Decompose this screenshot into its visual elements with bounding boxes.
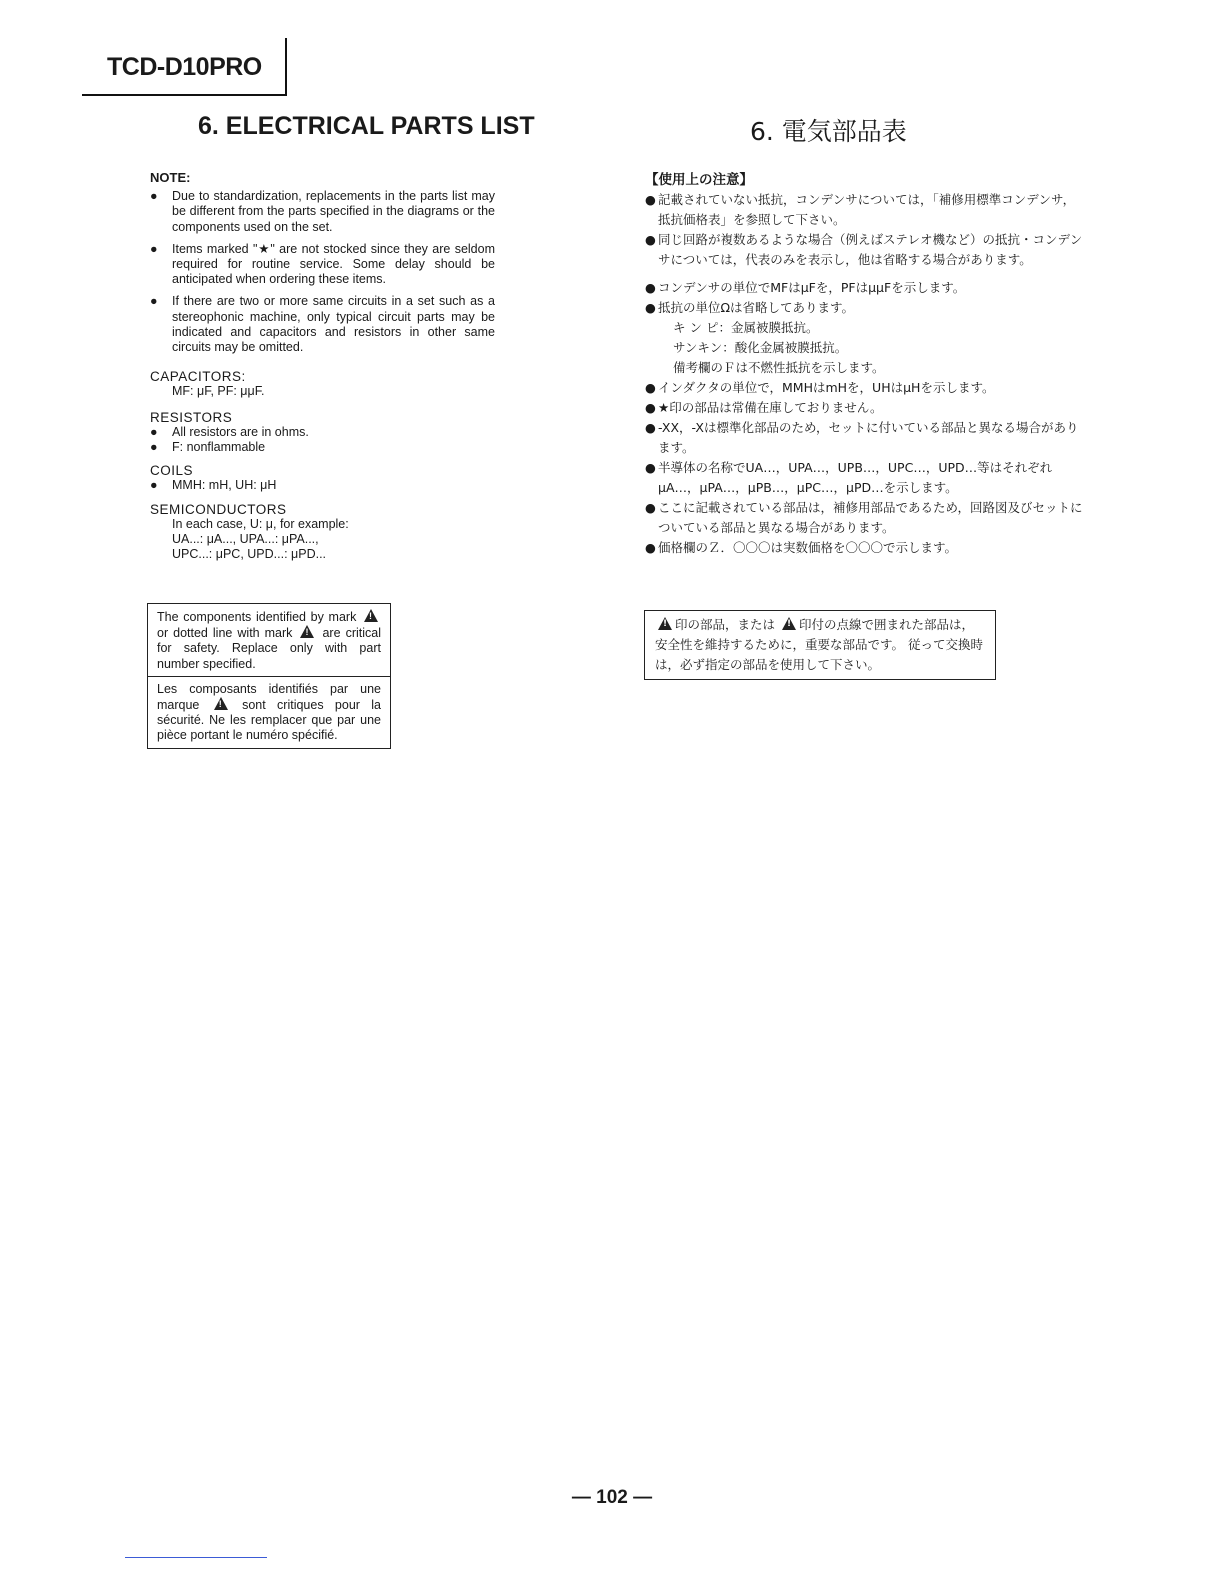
jp-item: ● インダクタの単位で，MMHはmHを，UHはμHを示します。 xyxy=(645,378,1085,398)
note-list xyxy=(150,189,495,355)
title-english: 6. ELECTRICAL PARTS LIST xyxy=(198,112,535,140)
note-item: ● Due to standardization, replacements in the parts list may be different from the parts specified in the diagrams or the components used on the set. xyxy=(150,189,495,234)
jp-item: ● 半導体の名称でUA…，UPA…，UPB…，UPC…，UPD…等はそれぞれμA…，μPA…，μPB…，μPC…，μPD…を示します。 xyxy=(645,460,1053,495)
model-rule-vertical xyxy=(285,38,287,96)
warning-triangle-icon xyxy=(300,625,314,638)
bullet-icon: ● xyxy=(645,300,656,315)
jp-item: ● ここに記載されている部品は，補修用部品であるため，回路図及びセットについている部品と異なる場合があります。 xyxy=(645,500,1083,535)
warning-triangle-icon xyxy=(214,697,228,710)
bullet-icon: ● xyxy=(645,420,656,435)
capacitors-heading: CAPACITORS: xyxy=(150,369,246,385)
semiconductors-line: UA...: μA..., UPA...: μPA..., xyxy=(172,532,319,547)
semiconductors-heading: SEMICONDUCTORS xyxy=(150,501,287,517)
safety-box-french-part: Les composants identifiés par une marque ! sont critiques pour la sécurité. Ne les remplacer que par une pièce portant le numéro spécifié. xyxy=(148,676,390,748)
coils-item: ● MMH: mH, UH: μH xyxy=(150,478,277,493)
warning-triangle-icon xyxy=(364,609,378,622)
note-item: ● Items marked "★" are not stocked since they are seldom required for routine service. Some delay should be anticipated when ordering these items. xyxy=(150,241,495,287)
coils-heading: COILS xyxy=(150,463,194,479)
jp-item: ● 抵抗の単位Ωは省略してあります。 xyxy=(645,298,1085,318)
semiconductors-line: In each case, U: μ, for example: xyxy=(172,516,349,531)
jp-item: ● 記載されていない抵抗，コンデンサについては，「補修用標準コンデンサ，抵抗価格表」を参照して下さい。 xyxy=(645,192,1076,227)
note-item: ● If there are two or more same circuits in a set such as a stereophonic machine, only typical circuit parts may be indicated and capacitors and resistors in other same circuits may be omitted. xyxy=(150,294,495,355)
warning-triangle-icon xyxy=(782,617,796,630)
bullet-icon: ● xyxy=(150,440,158,455)
jp-item: ● 同じ回路が複数あるような場合（例えばステレオ機など）の抵抗・コンデンサについては，代表のみを表示し，他は省略する場合があります。 xyxy=(645,232,1083,267)
bullet-icon: ● xyxy=(645,500,656,515)
japanese-column xyxy=(645,170,1085,558)
bullet-icon: ● xyxy=(150,189,158,204)
bullet-icon: ● xyxy=(645,232,656,247)
bottom-rule xyxy=(125,1557,267,1558)
model-label: TCD-D10PRO xyxy=(107,53,262,81)
capacitors-section xyxy=(150,369,495,399)
safety-box-english xyxy=(147,603,391,749)
jp-item: ● コンデンサの単位でMFはμFを，PFはμμFを示します。 xyxy=(645,278,1085,298)
jp-item: ● ★印の部品は常備在庫しておりません。 xyxy=(645,398,1085,418)
bullet-icon: ● xyxy=(645,460,656,475)
bullet-icon: ● xyxy=(150,241,158,256)
resistors-item: ● All resistors are in ohms. xyxy=(150,424,309,439)
bullet-icon: ● xyxy=(645,280,656,295)
model-rule-horizontal xyxy=(82,94,287,96)
page-number: — 102 — xyxy=(571,1487,653,1508)
semiconductors-line: UPC...: μPC, UPD...: μPD... xyxy=(172,547,327,562)
jp-resistor-type: サンキン：酸化金属被膜抵抗。 xyxy=(673,340,848,355)
jp-item: ● 価格欄のＺ．〇〇〇は実数価格を〇〇〇で示します。 xyxy=(645,538,1085,558)
bullet-icon: ● xyxy=(150,294,158,309)
resistors-section xyxy=(150,410,495,456)
bullet-icon: ● xyxy=(645,400,656,415)
safety-box-japanese: !印の部品，または ! 印付の点線で囲まれた部品は，安全性を維持するために，重要な部品です。 従って交換時は，必ず指定の部品を使用して下さい。 xyxy=(644,610,996,680)
bullet-icon: ● xyxy=(150,424,158,439)
english-column xyxy=(150,170,495,562)
warning-triangle-icon xyxy=(658,617,672,630)
jp-resistor-type: キ ン ピ：金属被膜抵抗。 xyxy=(673,320,819,335)
capacitors-line: MF: μF, PF: μμF. xyxy=(172,384,265,399)
title-japanese: 6. 電気部品表 xyxy=(750,117,907,146)
bullet-icon: ● xyxy=(645,192,656,207)
bullet-icon: ● xyxy=(645,540,656,555)
semiconductors-section xyxy=(150,502,495,563)
bullet-icon: ● xyxy=(150,478,158,493)
safety-box-english-part: The components identified by mark ! or dotted line with mark ! are critical for safety. Replace only with part number specified. xyxy=(148,604,390,676)
jp-item: ● -XX，-Xは標準化部品のため，セットに付いている部品と異なる場合があります。 xyxy=(645,420,1079,455)
bullet-icon: ● xyxy=(645,380,656,395)
coils-section xyxy=(150,463,495,493)
resistors-heading: RESISTORS xyxy=(150,409,233,425)
jp-heading: 【使用上の注意】 xyxy=(645,172,753,188)
resistors-item: ● F: nonflammable xyxy=(150,440,266,455)
spacer xyxy=(645,270,1085,278)
note-heading: NOTE: xyxy=(150,170,191,185)
jp-resistor-type: 備考欄のＦは不燃性抵抗を示します。 xyxy=(673,360,885,375)
